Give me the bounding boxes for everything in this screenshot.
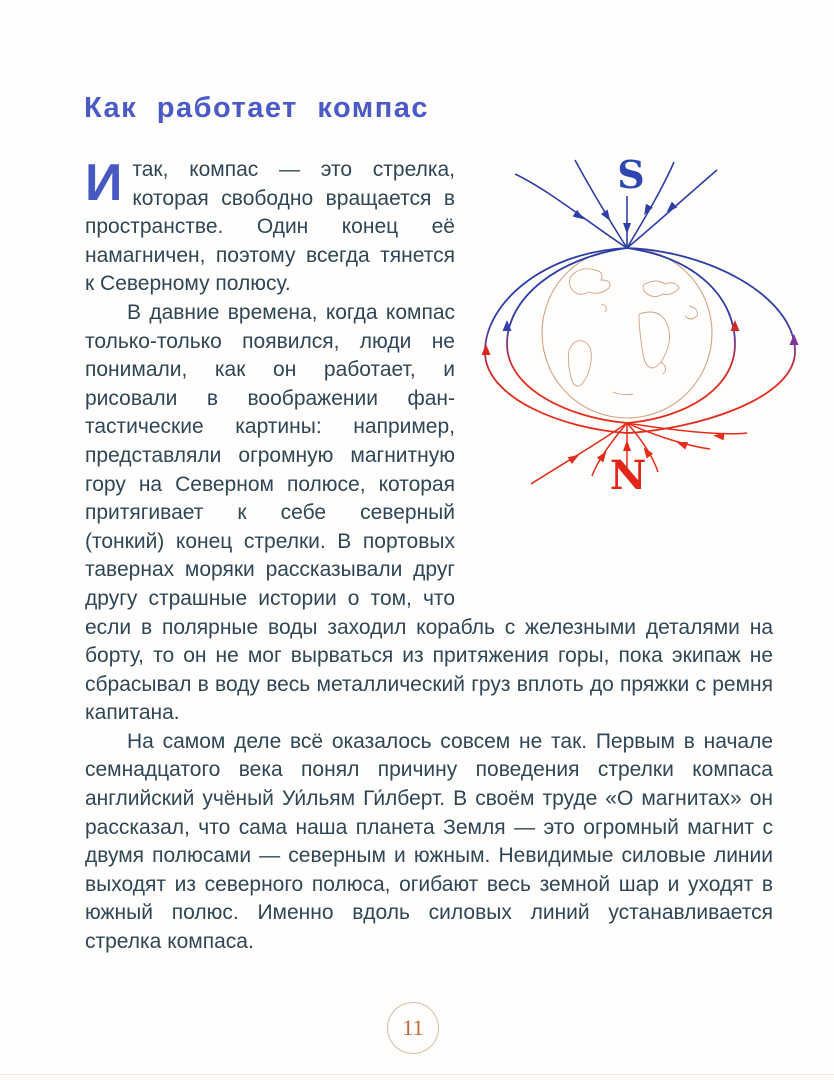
- earth-globe: [542, 248, 712, 418]
- page-number-badge: [387, 1002, 439, 1054]
- dropcap-letter: И: [85, 154, 123, 212]
- magnetic-field-illustration: [477, 146, 809, 508]
- field-lines-top: [515, 160, 717, 248]
- loop-arrowheads: [482, 320, 799, 355]
- page-title: Как работает компас: [84, 92, 430, 124]
- north-pole-label: N: [609, 452, 647, 499]
- field-line-loops: [485, 248, 795, 433]
- paragraph-3: На самом деле всё оказалось совсем не так. Первым в начале семнадцатого века понял причину поведения стрелки компаса английский учёный Уи́льям Ги́лберт. В своём труде «О магнитах» он рассказал, что сама наша планета Земля — это огромный магнит с двумя полюсами — северным и южным. Невидимые силовые линии выходят из северного полюса, огибают весь земной шар и уходят в южный полюс. Именно вдоль силовых линий устанавливается стрелка компаса.: [85, 729, 773, 954]
- page-bottom-edge: [0, 1074, 834, 1075]
- page-number: 11: [402, 1015, 424, 1040]
- paragraph-2: В давние времена, когда компас только-только появился, люди не понимали, как он работает, и рисовали в воображении фантастические картины: например, представляли огромную магнитную гору на Северном полюсе, которая притягивает к себе северный (тонкий) конец стрелки. В портовых тавернах моряки рассказывали друг другу страшные истории о том, что если в полярные воды заходил корабль с железными деталями на борту, то он не мог вырваться из притяжения горы, пока экипаж не сбрасывал в воду весь металлический груз вплоть до пряжки с ремня капитана.: [85, 300, 773, 725]
- south-pole-label: S: [617, 152, 645, 197]
- paragraph-1-text: так, компас — это стрелка, которая свободно вращается в пространстве. Один конец её намагничен, поэтому всегда тянется к Северному полюсу.: [85, 158, 455, 296]
